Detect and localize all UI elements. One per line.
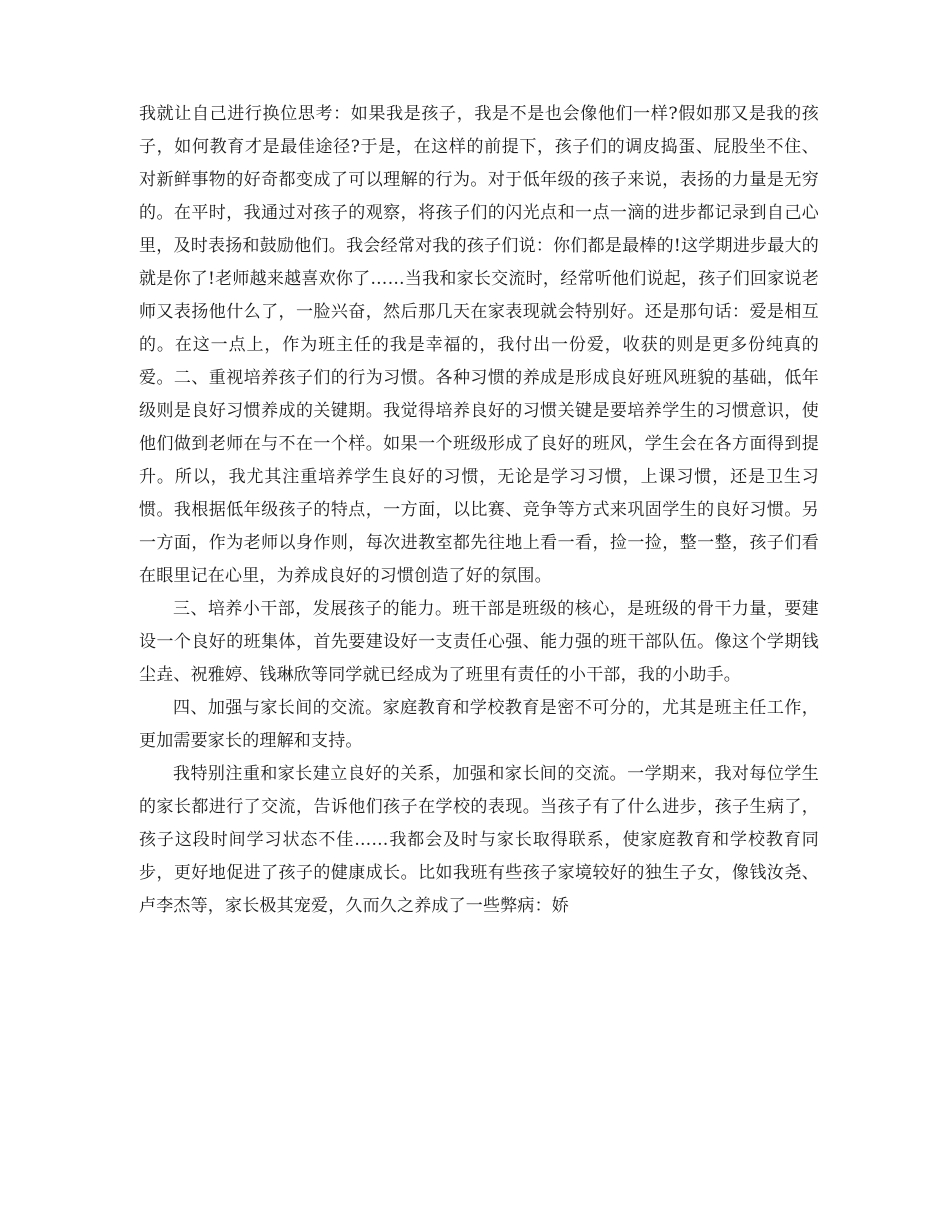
paragraph-2: 三、培养小干部，发展孩子的能力。班干部是班级的核心，是班级的骨干力量，要建设一个良好的班集体，首先要建设好一支责任心强、能力强的班干部队伍。像这个学期钱尘垚、祝雅婷、钱琳欣等同学就已经成为了班里有责任的小干部，我的小助手。: [139, 599, 819, 685]
paragraph-4: 我特别注重和家长建立良好的关系，加强和家长间的交流。一学期来，我对每位学生的家长都进行了交流，告诉他们孩子在学校的表现。当孩子有了什么进步，孩子生病了，孩子这段时间学习状态不佳……我都会及时与家长取得联系，使家庭教育和学校教育同步，更好地促进了孩子的健康成长。比如我班有些孩子家境较好的独生子女，像钱汝尧、卢李杰等，家长极其宠爱，久而久之养成了一些弊病：娇: [139, 764, 819, 916]
paragraph-1: 我就让自己进行换位思考：如果我是孩子，我是不是也会像他们一样?假如那又是我的孩子，如何教育才是最佳途径?于是，在这样的前提下，孩子们的调皮捣蛋、屁股坐不住、对新鲜事物的好奇都变成了可以理解的行为。对于低年级的孩子来说，表扬的力量是无穷的。在平时，我通过对孩子的观察，将孩子们的闪光点和一点一滴的进步都记录到自己心里，及时表扬和鼓励他们。我会经常对我的孩子们说：你们都是最棒的!这学期进步最大的就是你了!老师越来越喜欢你了……当我和家长交流时，经常听他们说起，孩子们回家说老师又表扬他什么了，一脸兴奋，然后那几天在家表现就会特别好。还是那句话：爱是相互的。在这一点上，作为班主任的我是幸福的，我付出一份爱，收获的则是更多份纯真的爱。二、重视培养孩子们的行为习惯。各种习惯的养成是形成良好班风班貌的基础，低年级则是良好习惯养成的关键期。我觉得培养良好的习惯关键是要培养学生的习惯意识，使他们做到老师在与不在一个样。如果一个班级形成了良好的班风，学生会在各方面得到提升。所以，我尤其注重培养学生良好的习惯，无论是学习习惯，上课习惯，还是卫生习惯。我根据低年级孩子的特点，一方面，以比赛、竞争等方式来巩固学生的良好习惯。另一方面，作为老师以身作则，每次进教室都先往地上看一看，捡一捡，整一整，孩子们看在眼里记在心里，为养成良好的习惯创造了好的氛围。: [139, 104, 819, 586]
paragraph-3: 四、加强与家长间的交流。家庭教育和学校教育是密不可分的，尤其是班主任工作，更加需要家长的理解和支持。: [139, 698, 819, 751]
document-body: [139, 98, 819, 923]
